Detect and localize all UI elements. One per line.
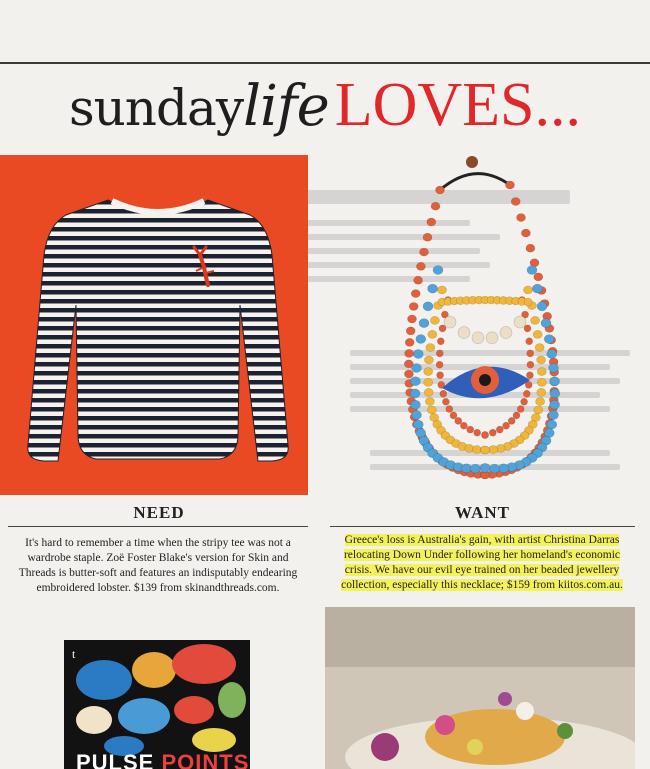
masthead-loves: LOVES... (334, 71, 582, 139)
book-cover-photo (64, 640, 250, 769)
masthead-sunday: sunday (68, 79, 244, 137)
need-label: NEED (133, 503, 185, 522)
want-rule (330, 526, 635, 527)
beaded-necklace-photo (380, 150, 590, 495)
want-caption (330, 533, 634, 593)
book-title (76, 750, 249, 769)
masthead (0, 70, 650, 140)
food-photo (325, 607, 635, 769)
need-caption (10, 536, 306, 596)
masthead-life: life (243, 74, 329, 139)
want-label: WANT (454, 503, 510, 522)
need-caption-text: It's hard to remember a time when the stripy tee was not a wardrobe staple. Zoë Foster Blake's version for Skin and Threads is butter-soft and features an indisputably endearing embroidered lobster. $139 from skinandthreads.com. (18, 537, 298, 594)
book-title-part2: POINTS (161, 750, 250, 769)
top-rule (0, 62, 650, 64)
want-caption-text: Greece's loss is Australia's gain, with artist Christina Darras relocating Down Under following her homeland's economic crisis. We have our evil eye trained on her beaded jewellery collection, especially this necklace; $159 from kiitos.com.au. (341, 534, 623, 591)
striped-tee-photo (0, 155, 308, 495)
need-rule (8, 526, 308, 527)
book-title-part1: PULSE (76, 750, 162, 769)
svg-text:t: t (72, 647, 76, 661)
